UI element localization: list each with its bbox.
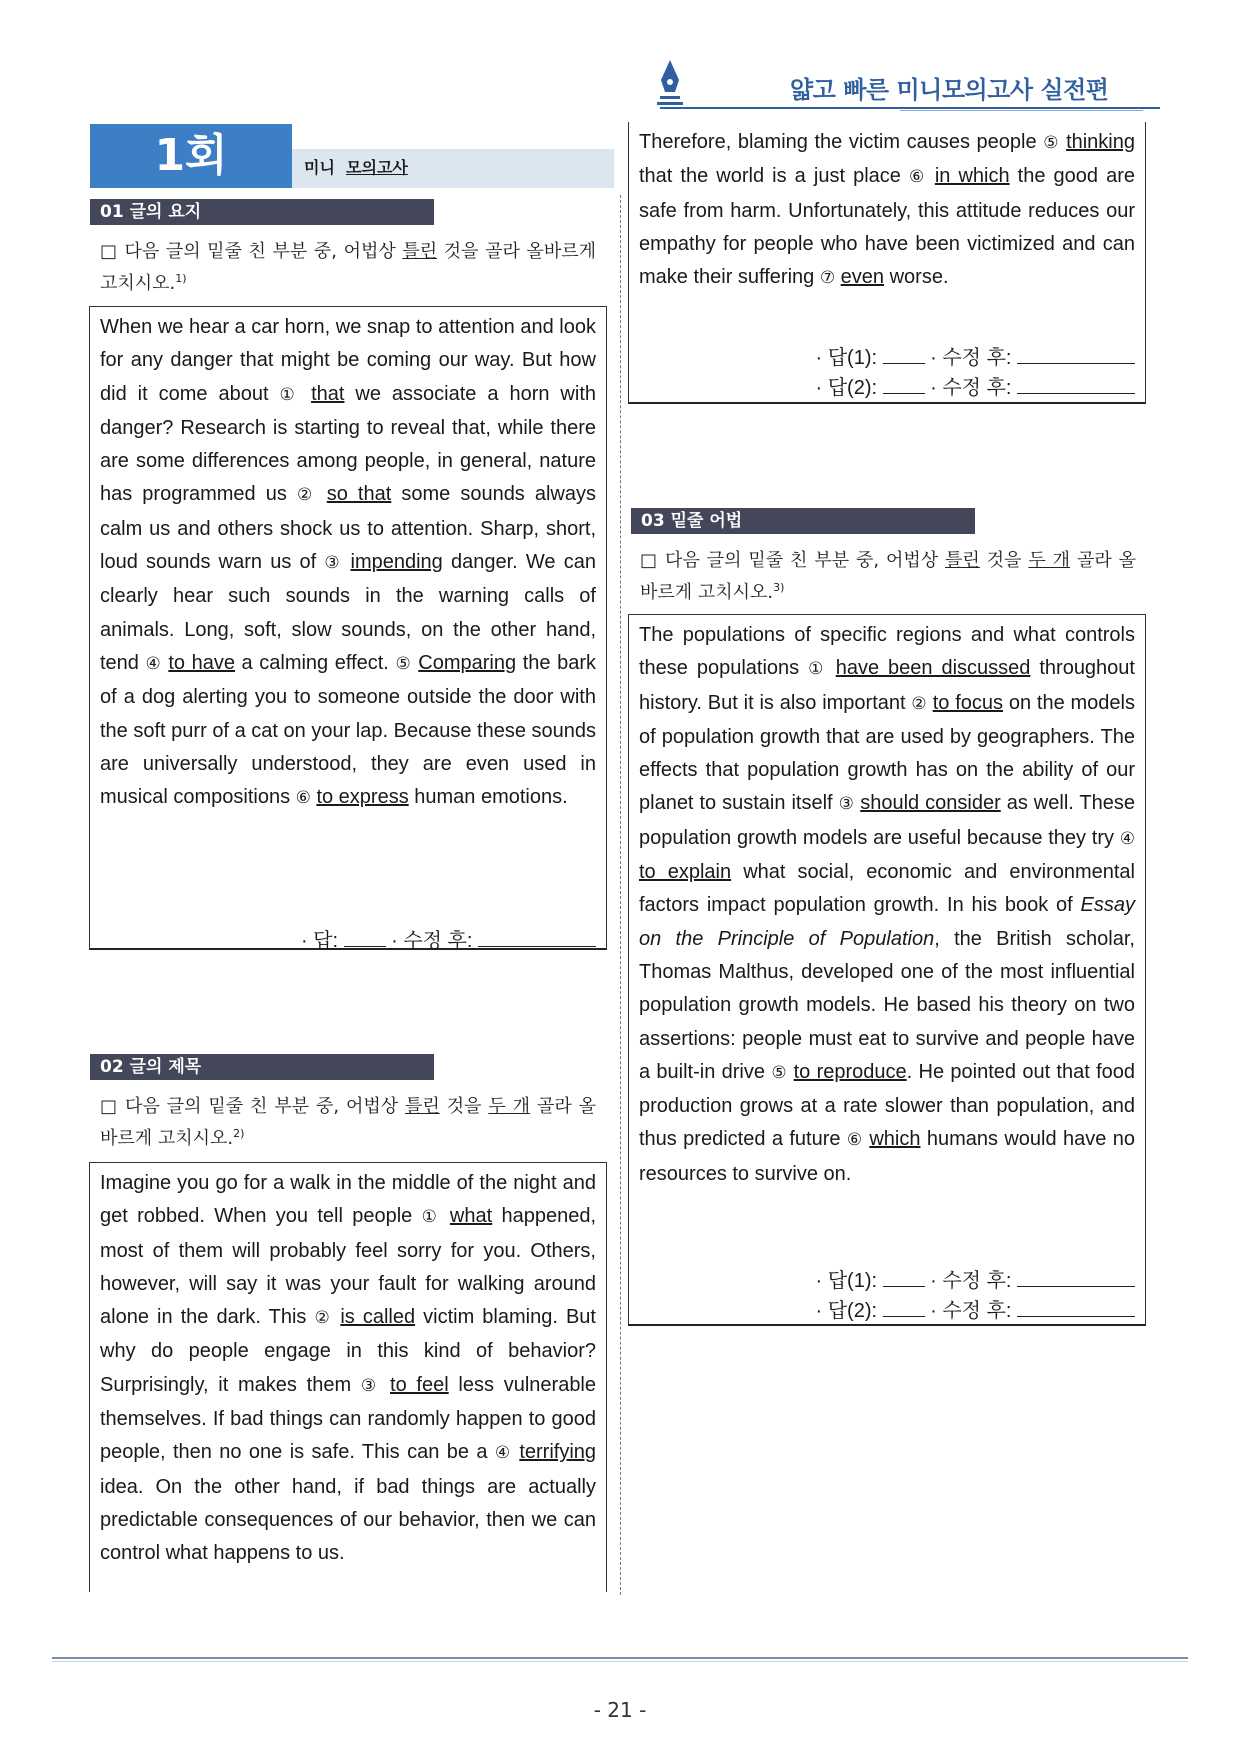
passage-text: The populations of specific regions and what controls these populations xyxy=(639,624,1135,680)
q2-answer2-blank[interactable] xyxy=(883,375,925,394)
passage-text: less vulnerable themselves. If bad things can randomly happen to good people, then no one is safe. This can be a xyxy=(100,1373,597,1464)
choice-number: ① xyxy=(279,384,301,405)
passage-text: . He pointed out that food production grows at a rate slower than population, and thus predicted a future xyxy=(639,1060,1136,1151)
underlined-choice: terrifying xyxy=(519,1441,597,1464)
book-title: Essay on the Principle of Population xyxy=(639,894,1135,950)
passage-text: danger. We can clearly hear such sounds in the warning calls of animals. Long, soft, slow sounds, on the other hand, tend xyxy=(100,551,596,674)
test-number: 1회 xyxy=(90,124,292,188)
choice-number: ⑤ xyxy=(771,1062,788,1083)
choice-number: ② xyxy=(911,693,927,714)
underlined-choice: is called xyxy=(340,1306,416,1329)
footer-rule xyxy=(52,1657,1188,1659)
passage-text: on the models of population growth that are used by geographers. The effects that population growth has on the ability of our planet to sustain itself xyxy=(639,691,1135,815)
q2-passage-box-part2 xyxy=(628,122,1146,404)
choice-number: ⑥ xyxy=(846,1130,863,1151)
choice-number: ⑥ xyxy=(295,788,311,809)
q2-passage-box-part1 xyxy=(89,1162,607,1592)
passage-text xyxy=(300,383,311,405)
passage-text: a calming effect. xyxy=(234,651,396,674)
passage-text: what social, economic and environmental factors impact population growth. In his book of xyxy=(639,861,1136,917)
passage-text xyxy=(441,1205,450,1227)
underlined-choice: should consider xyxy=(860,792,1001,815)
passage-text xyxy=(380,1374,390,1396)
choice-number: ③ xyxy=(838,794,855,815)
passage-text xyxy=(342,551,350,573)
choice-number: ② xyxy=(296,485,317,506)
passage-text: the good are safe from harm. Unfortunately, this attitude reduces our empathy for people who have been victimized and can make their suffering xyxy=(639,165,1136,289)
passage-text: throughout history. But it is also important xyxy=(639,657,1135,714)
underlined-choice: in which xyxy=(934,165,1010,188)
q2-answer-line-1: · 답(1): · 수정 후: xyxy=(639,342,1135,374)
q1-passage xyxy=(100,311,596,815)
passage-text: happened, most of them will probably feel sorry for you. Others, however, will say it was your fault for walking around alone in the dark. This xyxy=(100,1205,597,1329)
q1-section-bar: 01 글의 요지 xyxy=(90,199,434,225)
page-number: - 21 - xyxy=(593,1698,647,1722)
underlined-choice: that xyxy=(311,382,345,405)
passage-text xyxy=(827,657,836,679)
underlined-choice: to explain xyxy=(639,861,732,884)
fountain-pen-nib-icon xyxy=(655,58,685,108)
passage-text: Therefore, blaming the victim causes people xyxy=(639,131,1044,153)
underlined-choice: Comparing xyxy=(418,651,517,674)
passage-text: When we hear a car horn, we snap to attention and look for any danger that might be coming our way. But how did it come about xyxy=(100,316,596,405)
q3-fix1-blank[interactable] xyxy=(1017,1268,1135,1287)
choice-number: ② xyxy=(314,1308,333,1329)
passage-text xyxy=(927,165,935,187)
q2-fix2-blank[interactable] xyxy=(1017,375,1135,394)
q3-answer-line-2: · 답(2): · 수정 후: xyxy=(639,1295,1135,1327)
passage-text: Imagine you go for a walk in the middle of the night and get robbed. When you tell people xyxy=(100,1172,596,1228)
q3-passage-box xyxy=(628,614,1146,1326)
q3-section-bar: 03 밑줄 어법 xyxy=(631,508,975,534)
choice-number: ⑤ xyxy=(395,653,412,674)
underlined-choice: to reproduce xyxy=(793,1060,907,1083)
underlined-choice: what xyxy=(449,1205,493,1228)
underlined-choice: thinking xyxy=(1066,131,1135,153)
q2-section-bar: 02 글의 제목 xyxy=(90,1054,434,1080)
subtitle-mini: 미니 모의고사 xyxy=(304,158,408,177)
choice-number: ① xyxy=(421,1207,441,1228)
header-title: 얇고 빠른 미니모의고사 실전편 xyxy=(790,76,1109,104)
q3-instruction: □ 다음 글의 밑줄 친 부분 중, 어법상 틀린 것을 두 개 골라 올바르게 고치시오.$^{3)}$ xyxy=(640,550,1137,603)
q2-instruction: □ 다음 글의 밑줄 친 부분 중, 어법상 틀린 것을 두 개 골라 올바르게 고치시오.$^{2)}$ xyxy=(100,1096,597,1149)
underlined-choice: impending xyxy=(350,551,443,574)
q3-answer-line-1: · 답(1): · 수정 후: xyxy=(639,1265,1135,1297)
q2-fix1-blank[interactable] xyxy=(1017,345,1135,364)
q1-fix-blank[interactable] xyxy=(478,928,596,947)
passage-text: some sounds always calm us and others shock us to attention. Sharp, short, loud sounds warn us of xyxy=(100,483,597,574)
header-rule xyxy=(660,107,1160,109)
header-rule-accent xyxy=(900,110,1143,111)
choice-number: ① xyxy=(808,659,827,680)
underlined-choice: which xyxy=(869,1128,921,1151)
passage-text: that the world is a just place xyxy=(639,165,909,188)
underlined-choice: to focus xyxy=(932,691,1004,714)
underlined-choice: have been discussed xyxy=(835,657,1031,680)
q1-passage-box xyxy=(89,306,607,950)
q2-passage-part1 xyxy=(100,1167,596,1571)
passage-text: human emotions. xyxy=(408,786,568,809)
test-subtitle xyxy=(292,149,614,188)
q3-answer1-blank[interactable] xyxy=(883,1268,925,1287)
choice-number: ③ xyxy=(324,553,343,574)
underlined-choice: to express xyxy=(316,786,409,809)
q3-answer2-blank[interactable] xyxy=(883,1298,925,1317)
choice-number: ⑥ xyxy=(908,167,927,188)
underlined-choice: to have xyxy=(168,651,235,674)
choice-number: ⑤ xyxy=(1043,133,1060,153)
q2-answer1-blank[interactable] xyxy=(883,345,925,364)
passage-text: humans would have no resources to survive on. xyxy=(639,1128,1135,1185)
q2-passage-part2 xyxy=(639,126,1135,295)
choice-number: ④ xyxy=(1119,828,1135,849)
underlined-choice: so that xyxy=(326,483,392,506)
q1-answer-line: · 답: · 수정 후: xyxy=(100,925,596,957)
passage-text: we associate a horn with danger? Research is starting to reveal that, while there are some differences among people, in general, nature has programmed us xyxy=(100,382,596,506)
footer-rule-light xyxy=(52,1661,1188,1662)
passage-text: victim blaming. But why do people engage in this kind of behavior? Surprisingly, it makes them xyxy=(100,1306,596,1396)
q1-instruction: □ 다음 글의 밑줄 친 부분 중, 어법상 틀린 것을 골라 올바르게 고치시오.$^{1)}$ xyxy=(100,241,596,294)
choice-number: ④ xyxy=(494,1443,512,1464)
choice-number: ④ xyxy=(145,653,162,674)
passage-text: , the British scholar, Thomas Malthus, developed one of the most influential population growth models. He based his theory on two assertions: people must eat to survive and people have a built-in drive xyxy=(639,927,1135,1083)
underlined-choice: to feel xyxy=(390,1373,449,1396)
passage-text: the bark of a dog alerting you to someone outside the door with the soft purr of a cat on your lap. Because these sounds are universally understood, they are even used in musical compositions xyxy=(100,651,596,809)
passage-text: idea. On the other hand, if bad things are actually predictable consequences of our behavior, then we can control what happens to us. xyxy=(100,1475,596,1565)
q1-answer-blank[interactable] xyxy=(344,928,386,947)
column-divider xyxy=(620,195,621,1595)
q2-answer-line-2: · 답(2): · 수정 후: xyxy=(639,372,1135,404)
passage-text: as well. These population growth models are useful because they try xyxy=(639,792,1136,849)
q3-passage xyxy=(639,619,1135,1191)
choice-number: ⑦ xyxy=(819,268,836,289)
choice-number: ③ xyxy=(360,1375,381,1396)
underlined-choice: even xyxy=(840,266,885,289)
passage-text xyxy=(317,483,327,505)
q3-fix2-blank[interactable] xyxy=(1017,1298,1135,1317)
passage-text: worse. xyxy=(884,266,949,289)
